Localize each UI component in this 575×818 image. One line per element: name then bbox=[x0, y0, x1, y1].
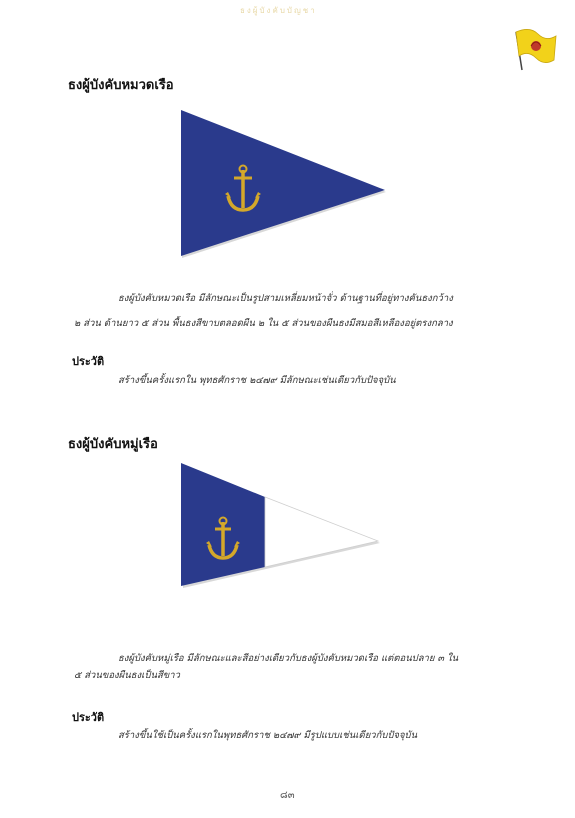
section1-description-1: ธงผู้บังคับหมวดเรือ มีลักษณะเป็นรูปสามเหลี่ยมหน้าจั่ว ด้านฐานที่อยู่ทางคันธงกว้าง bbox=[118, 293, 453, 304]
corner-flag-icon bbox=[512, 26, 558, 72]
page-number: ๘๓ bbox=[280, 790, 295, 801]
section2-title: ธงผู้บังคับหมู่เรือ bbox=[68, 437, 158, 452]
section2-description-2: ๕ ส่วนของผืนธงเป็นสีขาว bbox=[74, 670, 180, 681]
section1-description-2: ๒ ส่วน ด้านยาว ๕ ส่วน พื้นธงสีขาบตลอดผืน ๒ ใน ๕ ส่วนของผืนธงมีสมอสีเหลืองอยู่ตรงกลาง bbox=[74, 318, 453, 329]
squadron-commander-flag bbox=[175, 108, 395, 263]
top-mark: ธงผู้บังคับบัญชา bbox=[240, 6, 317, 15]
section1-history-label: ประวัติ bbox=[72, 355, 105, 368]
division-commander-flag bbox=[175, 460, 385, 590]
section2-description-1: ธงผู้บังคับหมู่เรือ มีลักษณะและสีอย่างเดียวกับธงผู้บังคับหมวดเรือ แต่ตอนปลาย ๓ ใน bbox=[118, 653, 459, 664]
section2-history-text: สร้างขึ้นใช้เป็นครั้งแรกในพุทธศักราช ๒๔๗๙ มีรูปแบบเช่นเดียวกับปัจจุบัน bbox=[118, 730, 418, 741]
section2-history-label: ประวัติ bbox=[72, 711, 105, 724]
section1-history-text: สร้างขึ้นครั้งแรกใน พุทธศักราช ๒๔๗๙ มีลักษณะเช่นเดียวกับปัจจุบัน bbox=[118, 375, 396, 386]
section1-title: ธงผู้บังคับหมวดเรือ bbox=[68, 78, 174, 93]
